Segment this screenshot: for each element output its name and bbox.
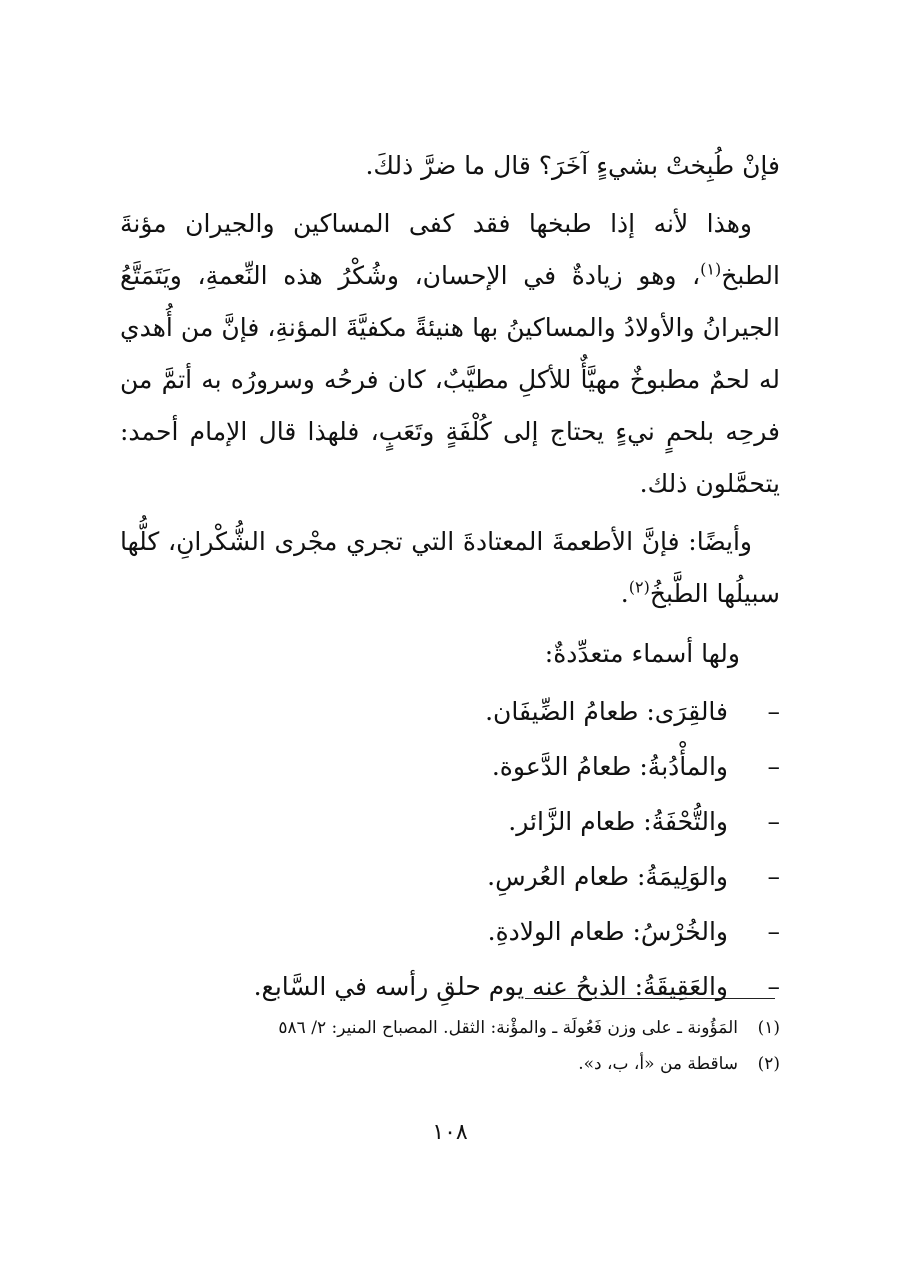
list-dash: – [767,917,780,946]
paragraph-2 [120,198,780,510]
paragraph-1 [120,140,780,192]
footnote-divider [525,998,775,999]
list-dash: – [767,862,780,891]
list-intro: ولها أسماء متعدِّدةٌ: [544,639,740,668]
footnote-ref-2[interactable]: (٢) [628,577,650,597]
paragraph-2-tail: ، وهو زيادةٌ في الإحسان، وشُكْرُ هذه النِّعمةِ، ويَتَمَتَّعُ الجيرانُ والأولادُ والمساكينُ بها هنيئةً مكفيَّةَ المؤنةِ، فإنَّ من أُهدي له لحمٌ مطبوخٌ مهيَّأٌ للأكلِ مطيَّبٌ، كان فرحُه وسرورُه به أتمَّ من فرحِه بلحمٍ نيءٍ يحتاج إلى كُلْفَةٍ وتَعَبٍ، فلهذا قال الإمام أحمد: يتحمَّلون ذلك. [120,261,780,498]
page-body [120,140,780,1014]
list-item [120,904,780,959]
footnote-1-text: المَؤُونة ـ على وزن فَعُولَة ـ والمؤْنة: الثقل. المصباح المنير: ٢/ ٥٨٦ [278,1018,738,1038]
list-item [120,794,780,849]
list-item-text: فالقِرَى: طعامُ الضِّيفَان. [485,697,728,726]
list-dash: – [767,752,780,781]
list-item-text: والتُّحْفَةُ: طعام الزَّائر. [508,807,728,836]
list-item-text: والعَقِيقَةُ: الذبحُ عنه يوم حلقِ رأسه في السَّابع. [253,972,728,1001]
paragraph-3-tail: . [620,579,629,608]
footnote-2 [120,1046,780,1082]
list-item [120,739,780,794]
list-item-text: والخُرْسُ: طعام الولادةِ. [487,917,728,946]
paragraph-1-text: فإنْ طُبِختْ بشيءٍ آخَرَ؟ قال ما ضرَّ ذلكَ. [365,151,780,180]
footnote-2-number: (٢) [757,1054,780,1074]
paragraph-2-text: وهذا لأنه إذا طبخها فقد كفى المساكين والجيران مؤنةَ الطبخ [120,209,780,290]
list-item-text: والوَلِيمَةُ: طعام العُرسِ. [487,862,728,891]
footnote-1-number: (١) [757,1018,780,1038]
footnote-1 [120,1010,780,1046]
footnote-2-text: ساقطة من «أ، ب، د». [578,1054,738,1074]
footnote-ref-1[interactable]: (١) [700,259,722,279]
list-item [120,684,780,739]
list-dash: – [767,972,780,1001]
paragraph-3-text: وأيضًا: فإنَّ الأطعمةَ المعتادةَ التي تجري مجْرى الشُّكْرانِ، كلُّها سبيلُها الطَّبخُ [120,527,780,608]
list-dash: – [767,807,780,836]
list-item [120,849,780,904]
paragraph-3 [120,516,780,620]
footnotes [120,1010,780,1082]
list-item [120,959,780,1014]
names-list [120,684,780,1014]
list-dash: – [767,697,780,726]
page-number: ١٠٨ [432,1120,468,1145]
list-item-text: والمأْدُبةُ: طعامُ الدَّعوة. [491,752,728,781]
